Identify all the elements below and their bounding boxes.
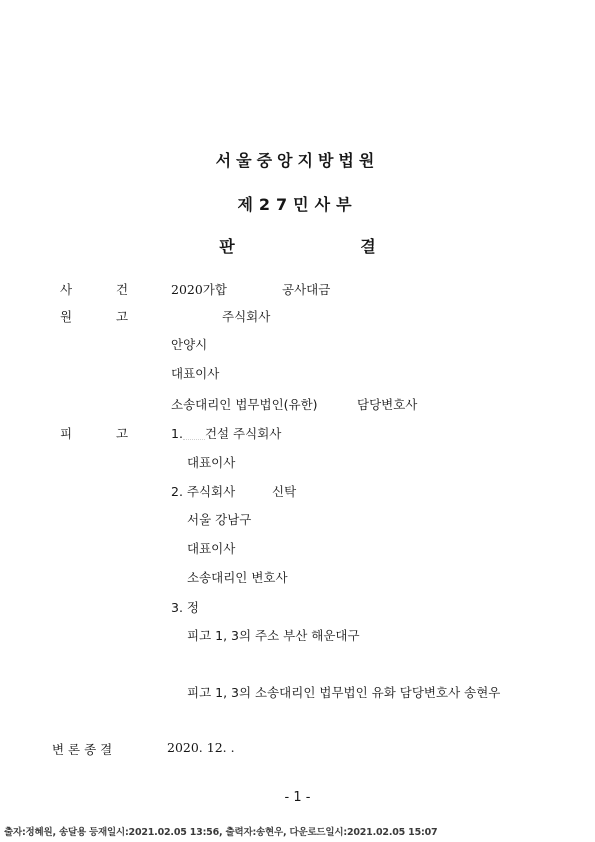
closing-date: 2020. 12. . xyxy=(167,740,235,755)
document-title: 판 결 xyxy=(219,237,436,256)
court-name: 서울중앙지방법원 xyxy=(215,151,380,170)
defendants-1-3-counsel: 피고 1, 3의 소송대리인 법무법인 유화 담당변호사 송현우 xyxy=(187,685,501,700)
defendant-1-name: 건설 주식회사 xyxy=(204,426,282,441)
case-name: 공사대금 xyxy=(282,282,331,297)
defendant-2-representative: 대표이사 xyxy=(187,541,236,556)
plaintiff-representative: 대표이사 xyxy=(171,366,220,381)
defendant-label-1: 피 xyxy=(60,426,73,441)
case-label xyxy=(60,280,129,298)
case-number: 2020가합 xyxy=(171,282,227,297)
case-label-2: 건 xyxy=(116,282,129,297)
redaction-mark xyxy=(183,429,205,440)
plaintiff-name: 주식회사 xyxy=(222,309,271,324)
defendant-2-suffix: 신탁 xyxy=(272,484,297,499)
defendant-1-representative: 대표이사 xyxy=(187,455,236,470)
closing-label: 변 론 종 결 xyxy=(52,742,113,757)
defendant-2-counsel: 소송대리인 변호사 xyxy=(187,570,288,585)
defendants-1-3-address: 피고 1, 3의 주소 부산 해운대구 xyxy=(187,628,360,643)
defendant-2-address: 서울 강남구 xyxy=(187,512,252,527)
department-name: 제27민사부 xyxy=(237,195,358,214)
defendant-1-number: 1. xyxy=(171,426,183,441)
page-number: - 1 - xyxy=(284,790,311,805)
plaintiff-label-1: 원 xyxy=(60,309,73,324)
plaintiff-label-2: 고 xyxy=(116,309,129,324)
defendant-label-2: 고 xyxy=(116,426,129,441)
case-label-1: 사 xyxy=(60,282,73,297)
plaintiff-counsel-role: 담당변호사 xyxy=(357,397,418,412)
plaintiff-counsel: 소송대리인 법무법인(유한) xyxy=(171,397,318,412)
defendant-1-line xyxy=(171,424,281,442)
defendant-3-name: 3. 정 xyxy=(171,600,199,615)
defendant-label xyxy=(60,424,129,442)
plaintiff-address: 안양시 xyxy=(171,337,208,352)
plaintiff-label xyxy=(60,307,129,325)
download-footer: 출자:정혜원, 송달용 등재일시:2021.02.05 13:56, 출력자:송현우, 다운로드일시:2021.02.05 15:07 xyxy=(4,827,438,838)
defendant-2-name: 2. 주식회사 xyxy=(171,484,236,499)
